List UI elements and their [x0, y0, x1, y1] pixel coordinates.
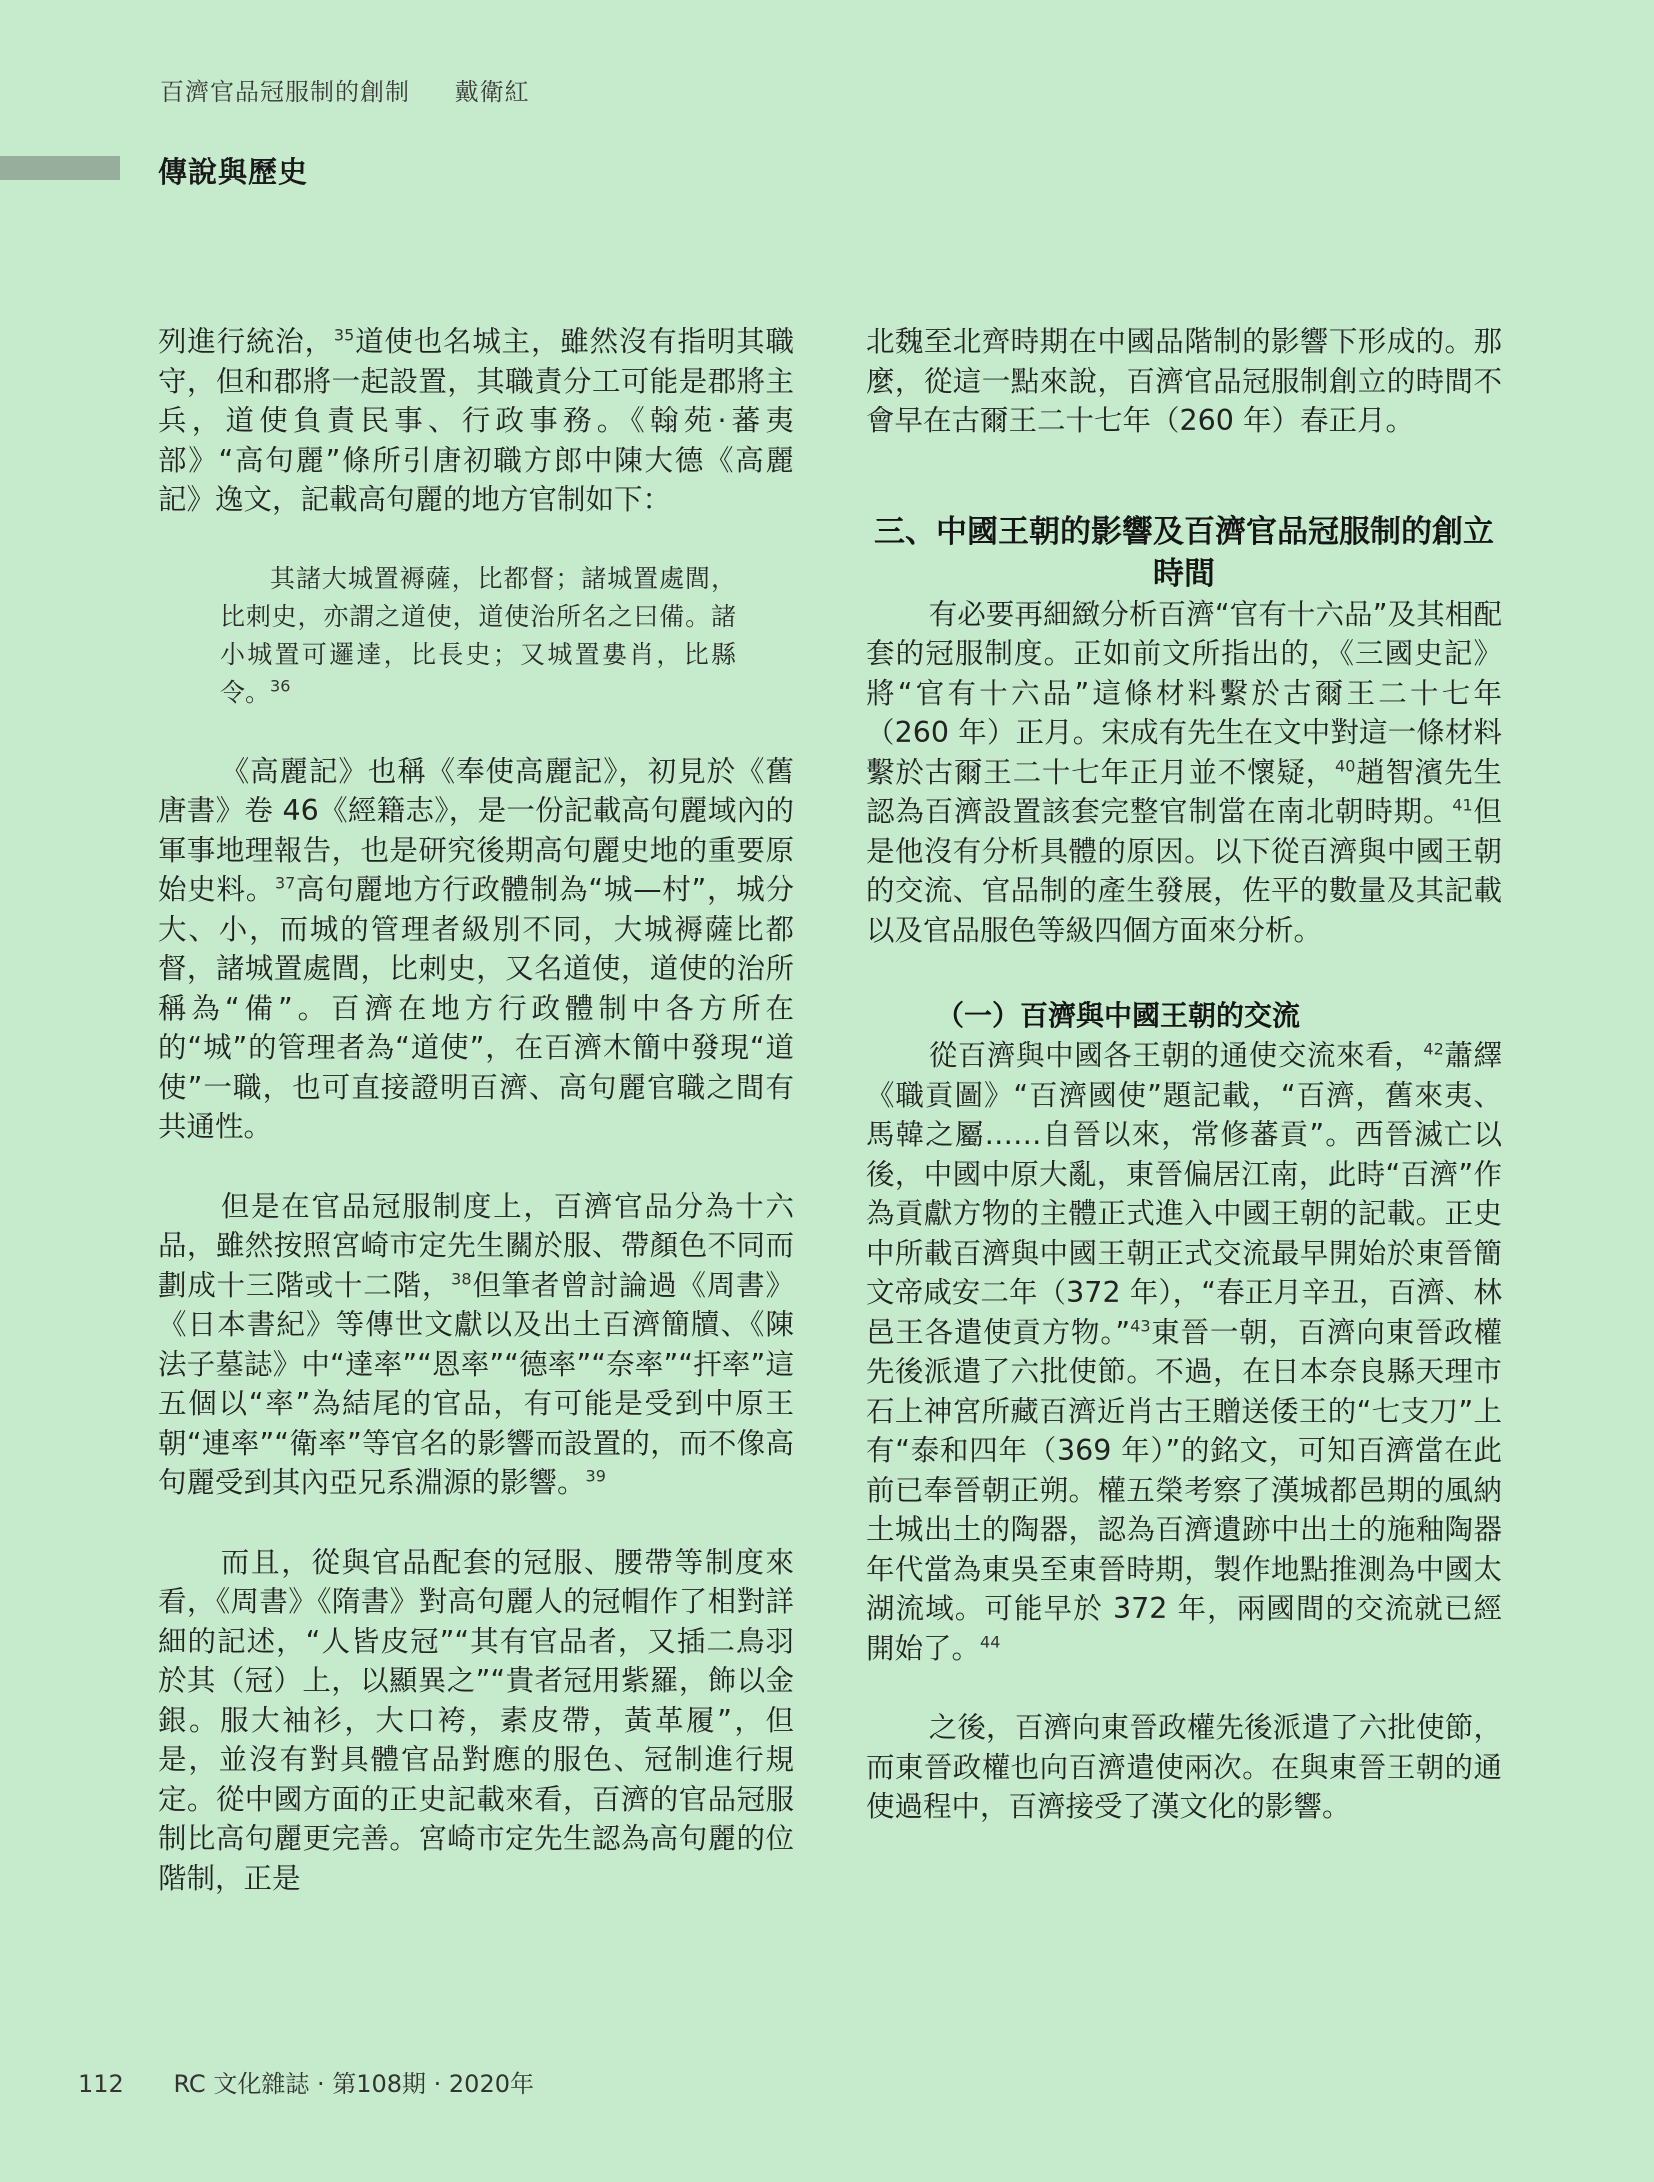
journal-info: RC 文化雜誌 · 第108期 · 2020年 — [173, 2070, 534, 2098]
footnote-ref[interactable]: 41 — [1452, 795, 1473, 815]
paragraph: 之後，百濟向東晉政權先後派遣了六批使節，而東晉政權也向百濟遣使兩次。在與東晉王朝的通使過程中，百濟接受了漢文化的影響。 — [866, 1711, 1502, 1823]
page-footer — [78, 2064, 534, 2099]
sub-heading: （一）百濟與中國王朝的交流 — [936, 999, 1301, 1032]
block-quote: 其諸大城置褥薩，比都督；諸城置處閭，比刺史，亦謂之道使，道使治所名之曰備。諸小城置可邏達，比長史；又城置婁肖，比縣令。$^{36}$ — [220, 563, 736, 707]
article-author: 戴衛紅 — [454, 78, 530, 106]
page-number: 112 — [78, 2070, 124, 2098]
section-heading: 三、中國王朝的影響及百濟官品冠服制的創立 時間 — [874, 513, 1494, 592]
footnote-ref[interactable]: 44 — [980, 1632, 1001, 1651]
paragraph: 《高麗記》也稱《奉使高麗記》，初見於《舊唐書》卷 46《經籍志》，是一份記載高句麗域內的軍事地理報告，也是研究後期高句麗史地的重要原始史料。$^{37}$高句麗地方行政體制為“城—村”，城分大、小，而城的管理者級別不同，大城褥薩比都督，諸城置處閭，比刺史，又名道使，道使的治所稱為“備”。百濟在地方行政體制中各方所在的“城”的管理者為“道使”，在百濟木簡中發現“道使”一職，也可直接證明百濟、高句麗官職之間有共通性。 — [158, 754, 794, 1143]
running-header — [160, 72, 530, 107]
left-column — [158, 322, 794, 1898]
paragraph: 北魏至北齊時期在中國品階制的影響下形成的。那麼，從這一點來說，百濟官品冠服制創立的時間不會早在古爾王二十七年（260 年）春正月。 — [866, 325, 1502, 437]
footnote-ref[interactable]: 35 — [333, 325, 355, 345]
paragraph: 列進行統治，$^{35}$道使也名城主，雖然沒有指明其職守，但和郡將一起設置，其職責分工可能是郡將主兵，道使負責民事、行政事務。《翰苑·蕃夷部》“高句麗”條所引唐初職方郎中陳大德《高麗記》逸文，記載高句麗的地方官制如下： — [158, 325, 794, 516]
footnote-ref[interactable]: 43 — [1130, 1316, 1151, 1335]
section-label: 傳說與歷史 — [158, 155, 309, 189]
footnote-ref[interactable]: 42 — [1423, 1039, 1444, 1059]
footnote-ref[interactable]: 36 — [270, 676, 291, 696]
paragraph: 有必要再細緻分析百濟“官有十六品”及其相配套的冠服制度。正如前文所指出的，《三國史記》將“官有十六品”這條材料繫於古爾王二十七年（260 年）正月。宋成有先生在文中對這一條材料繫於古爾王二十七年正月並不懷疑，$^{40}$趙智濱先生認為百濟設置該套完整官制當在南北朝時期。$^{41}$但是他沒有分析具體的原因。以下從百濟與中國王朝的交流、官品制的產生發展，佐平的數量及其記載以及官品服色等級四個方面來分析。 — [866, 597, 1502, 947]
footnote-ref[interactable]: 40 — [1335, 756, 1356, 775]
article-title: 百濟官品冠服制的創制 — [160, 78, 410, 106]
footnote-ref[interactable]: 39 — [585, 1466, 606, 1486]
paragraph: 而且，從與官品配套的冠服、腰帶等制度來看，《周書》《隋書》對高句麗人的冠帽作了相對詳細的記述，“人皆皮冠”“其有官品者，又插二鳥羽於其（冠）上，以顯異之”“貴者冠用紫羅，飾以金銀。服大袖衫，大口袴，素皮帶，黃革履”，但是，並沒有對具體官品對應的服色、冠制進行規定。從中國方面的正史記載來看，百濟的官品冠服制比高句麗更完善。宮崎市定先生認為高句麗的位階制，正是 — [158, 1545, 794, 1895]
paragraph: 但是在官品冠服制度上，百濟官品分為十六品，雖然按照宮崎市定先生關於服、帶顏色不同而劃成十三階或十二階，$^{38}$但筆者曾討論過《周書》《日本書紀》等傳世文獻以及出土百濟簡牘、《陳法子墓誌》中“達率”“恩率”“德率”“奈率”“扞率”這五個以“率”為結尾的官品，有可能是受到中原王朝“連率”“衛率”等官名的影響而設置的，而不像高句麗受到其內亞兄系淵源的影響。$^{39}$ — [158, 1189, 794, 1499]
footnote-ref[interactable]: 38 — [451, 1269, 472, 1288]
paragraph: 從百濟與中國各王朝的通使交流來看，$^{42}$蕭繹《職貢圖》“百濟國使”題記載，“百濟，舊來夷、馬韓之屬……自晉以來，常修蕃貢”。西晉滅亡以後，中國中原大亂，東晉偏居江南，此時“百濟”作為貢獻方物的主體正式進入中國王朝的記載。正史中所載百濟與中國王朝正式交流最早開始於東晉簡文帝咸安二年（372 年），“春正月辛丑，百濟、林邑王各遣使貢方物。”$^{43}$東晉一朝，百濟向東晉政權先後派遣了六批使節。不過，在日本奈良縣天理市石上神宮所藏百濟近肖古王贈送倭王的“七支刀”上有“泰和四年（369 年）”的銘文，可知百濟當在此前已奉晉朝正朔。權五榮考察了漢城都邑期的風納土城出土的陶器，認為百濟遺跡中出土的施釉陶器年代當為東吳至東晉時期，製作地點推測為中國太湖流域。可能早於 372 年，兩國間的交流就已經開始了。$^{44}$ — [866, 1039, 1502, 1665]
right-column — [866, 322, 1502, 1827]
section-marker-bar — [0, 156, 120, 180]
footnote-ref[interactable]: 37 — [274, 873, 296, 893]
